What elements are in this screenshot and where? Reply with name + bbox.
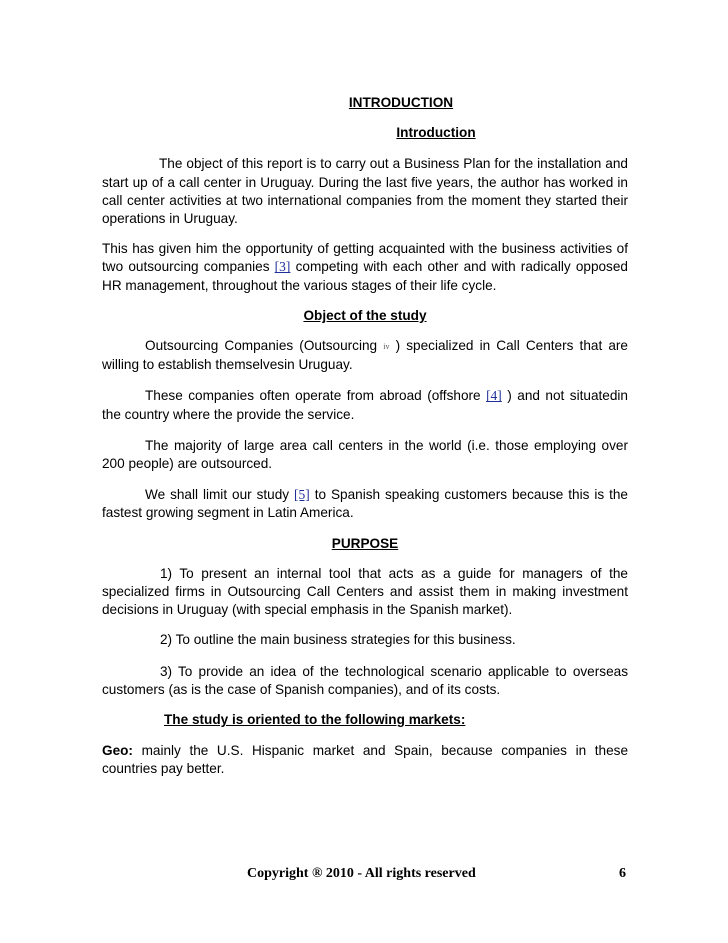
reference-link-3[interactable]: [3] [274,259,291,275]
page-content [102,94,628,779]
section-heading-introduction: INTRODUCTION [348,95,454,110]
markets-heading-row [102,711,628,729]
object-p1-text-b: ) specialized in Call Centers that are willing to establish themselvesin Uruguay. [102,338,628,373]
heading-object-of-study: Object of the study [303,307,427,323]
geo-paragraph [102,742,628,778]
intro-p2-text-b: competing with each other and with radically opposed HR management, throughout the various stages of their life cycle. [102,259,628,293]
footnote-ref-iv[interactable]: iv [383,342,390,352]
reference-link-5[interactable]: [5] [294,487,310,503]
purpose-item-1: 1) To present an internal tool that acts as a guide for managers of the specialized firms in Outsourcing Call Centers and assist them in making investment decisions in Uruguay (with special emphasis in the Spanish market). [102,565,628,618]
object-paragraph-2 [102,387,628,423]
object-p1-text-a: Outsourcing Companies (Outsourcing [145,338,384,354]
geo-label: Geo: [102,743,133,759]
object-p2-text-b: ) and not situatedin the country where the provide the service. [102,388,628,422]
object-p4-text-a: We shall limit our study [145,487,295,503]
object-paragraph-1 [102,337,628,374]
object-paragraph-3: The majority of large area call centers in the world (i.e. those employing over 200 people) are outsourced. [102,437,628,472]
purpose-item-2: 2) To outline the main business strategies for this business. [160,632,516,648]
purpose-item-3: 3) To provide an idea of the technological scenario applicable to overseas customers (as is the case of Spanish companies), and of its costs. [102,663,628,697]
reference-link-4[interactable]: [4] [486,388,502,404]
heading-purpose: PURPOSE [331,535,399,551]
footer-copyright: Copyright ® 2010 - All rights reserved [247,866,476,881]
geo-text: mainly the U.S. Hispanic market and Spain, because companies in these countries pay better. [102,743,628,777]
heading-markets: The study is oriented to the following markets: [164,712,466,728]
object-p2-text-a: These companies often operate from abroad (offshore [145,388,487,404]
intro-p2-text-a: This has given him the opportunity of getting acquainted with the business activities of two outsourcing companies [102,241,628,275]
subheading-introduction: Introduction [396,125,476,141]
intro-paragraph-1: The object of this report is to carry out a Business Plan for the installation and start up of a call center in Uruguay. During the last five years, the author has worked in call center activities at two international companies from the moment they started their operations in Uruguay. [102,156,628,227]
object-paragraph-4 [102,486,628,522]
intro-paragraph-2 [102,240,628,295]
page-number: 6 [619,866,626,881]
object-p4-text-b: to Spanish speaking customers because this is the fastest growing segment in Latin America. [102,487,628,521]
